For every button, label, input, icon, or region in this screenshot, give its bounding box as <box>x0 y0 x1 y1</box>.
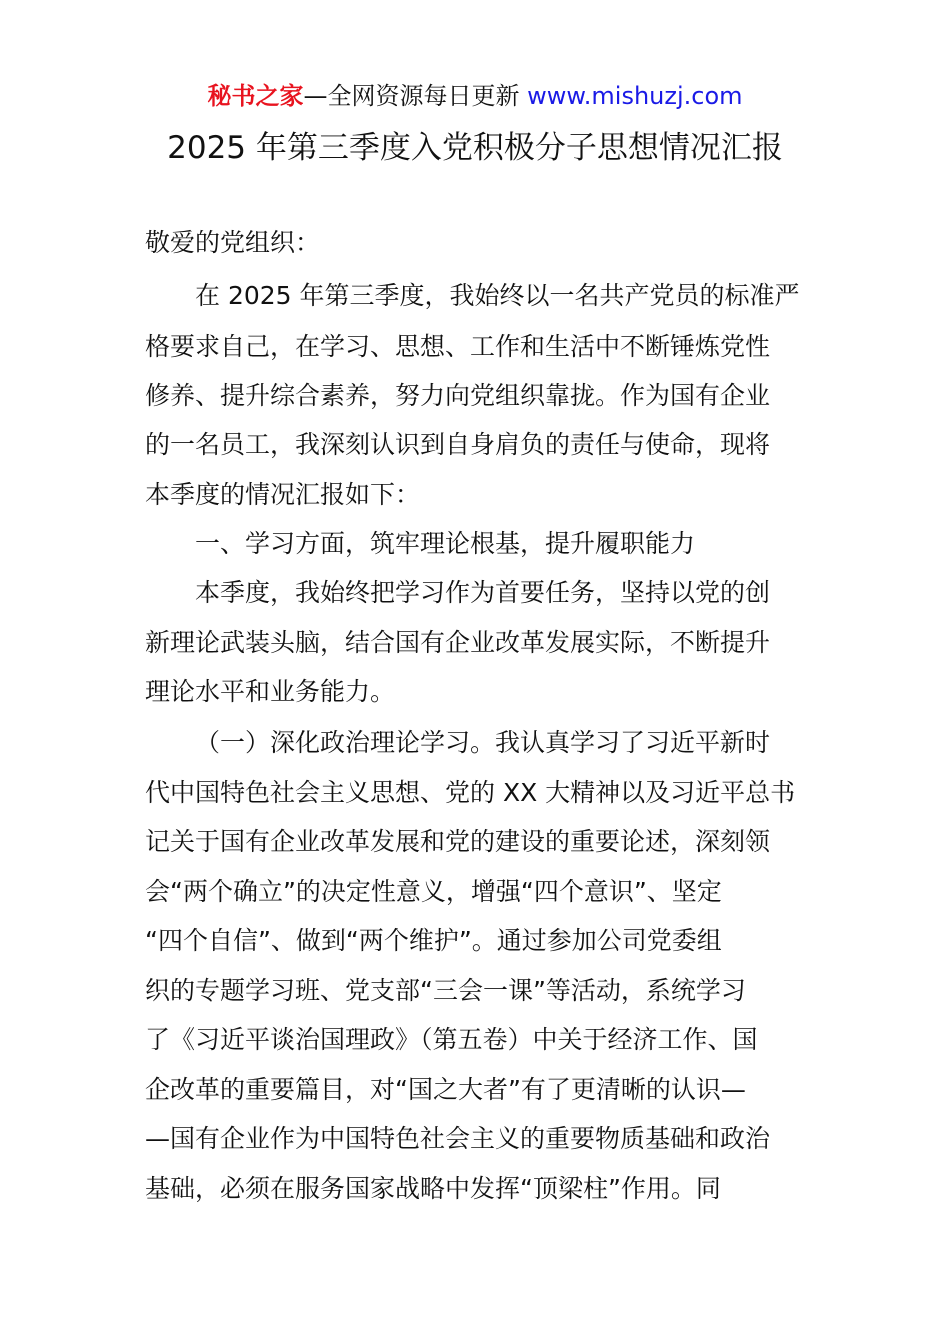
document-title: 2025 年第三季度入党积极分子思想情况汇报 <box>167 130 783 166</box>
paragraph-line: —国有企业作为中国特色社会主义的重要物质基础和政治 <box>145 1124 771 1153</box>
paragraph-line: 本季度，我始终把学习作为首要任务，坚持以党的创 <box>195 578 771 607</box>
paragraph-line: 织的专题学习班、党支部“三会一课”等活动，系统学习 <box>145 976 746 1005</box>
paragraph-line: 了《习近平谈治国理政》（第五卷）中关于经济工作、国 <box>145 1025 758 1054</box>
site-brand: 秘书之家 <box>207 82 304 110</box>
site-tagline: —全网资源每日更新 <box>303 82 528 110</box>
paragraph-line: “四个自信”、做到“两个维护”。通过参加公司党委组 <box>145 926 722 955</box>
paragraph-line: 理论水平和业务能力。 <box>145 677 396 706</box>
paragraph-line: （一）深化政治理论学习。我认真学习了习近平新时 <box>195 728 771 757</box>
paragraph-line: 的一名员工，我深刻认识到自身肩负的责任与使命，现将 <box>145 430 771 459</box>
paragraph-line: 会“两个确立”的决定性意义，增强“四个意识”、坚定 <box>145 877 722 906</box>
paragraph-line: 在 2025 年第三季度，我始终以一名共产党员的标准严 <box>195 281 800 310</box>
paragraph-line: 本季度的情况汇报如下： <box>145 480 421 509</box>
paragraph-line: 记关于国有企业改革发展和党的建设的重要论述，深刻领 <box>145 827 771 856</box>
paragraph-line: 代中国特色社会主义思想、党的 XX 大精神以及习近平总书 <box>145 778 796 807</box>
paragraph-line: 企改革的重要篇目，对“国之大者”有了更清晰的认识— <box>145 1075 746 1104</box>
site-url-link[interactable]: www.mishuzj.com <box>527 82 743 110</box>
paragraph-line: 修养、提升综合素养，努力向党组织靠拢。作为国有企业 <box>145 381 771 410</box>
paragraph-line: 基础，必须在服务国家战略中发挥“顶梁柱”作用。同 <box>145 1174 721 1203</box>
section-heading: 一、学习方面，筑牢理论根基，提升履职能力 <box>195 529 696 558</box>
salutation: 敬爱的党组织： <box>145 228 321 257</box>
site-header <box>0 80 950 112</box>
paragraph-line: 新理论武装头脑，结合国有企业改革发展实际，不断提升 <box>145 628 771 657</box>
paragraph-line: 格要求自己，在学习、思想、工作和生活中不断锤炼党性 <box>145 332 771 361</box>
